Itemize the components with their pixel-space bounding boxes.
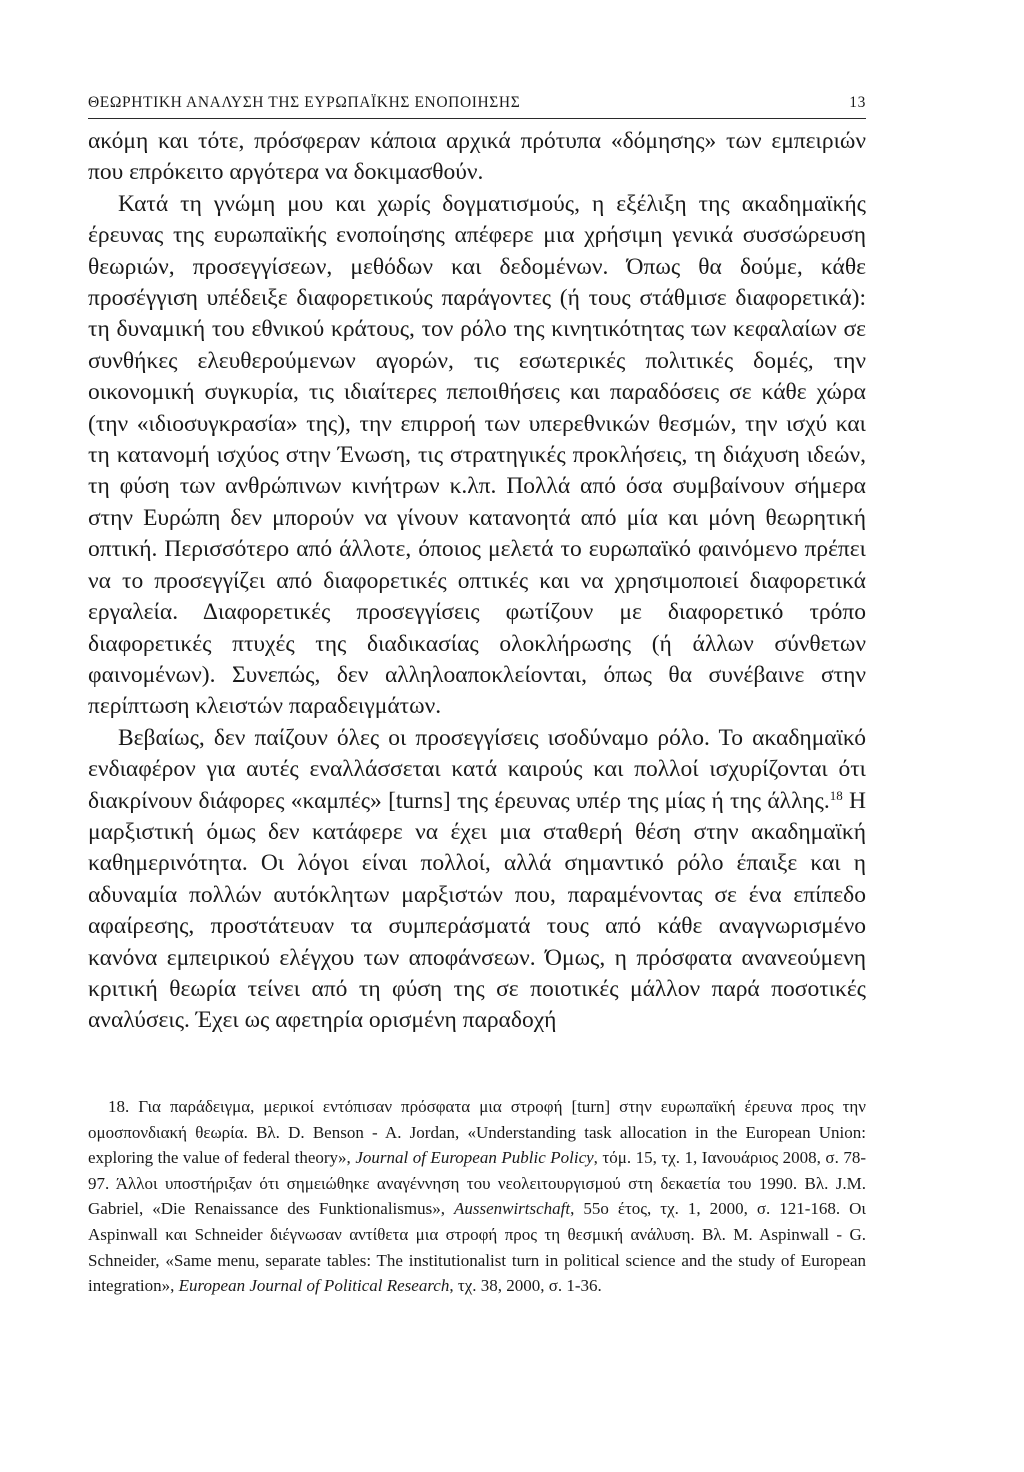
paragraph-3-part-a: Βεβαίως, δεν παίζουν όλες οι προσεγγίσεις ισοδύναμο ρόλο. Το ακαδημαϊκό ενδιαφέρον για αυτές εναλλάσσεται κατά καιρούς και πολλοί ισχυρίζονται ότι διακρίνουν διάφορες «καμπές» [turns] της έρευνας υπέρ της μίας ή της άλλης.	[88, 724, 866, 814]
paragraph-3	[88, 723, 866, 1037]
running-header	[88, 94, 866, 119]
main-text	[88, 126, 866, 1037]
page-number: 13	[849, 94, 866, 111]
footnote-number: 18.	[108, 1097, 130, 1116]
paragraph-1: ακόμη και τότε, πρόσφεραν κάποια αρχικά πρότυπα «δόμησης» των εμπειριών που επρόκειτο αργότερα να δοκιμασθούν.	[88, 128, 866, 186]
journal-title-1: Journal of European Public Policy	[355, 1148, 594, 1168]
paragraph-2: Κατά τη γνώμη μου και χωρίς δογματισμούς, η εξέλιξη της ακαδημαϊκής έρευνας της ευρωπαϊκής ενοποίησης απέφερε μια χρήσιμη γενικά συσσώρευση θεωριών, προσεγγίσεων, μεθόδων και δεδομένων. Όπως θα δούμε, κάθε προσέγγιση υπέδειξε διαφορετικούς παράγοντες (ή τους στάθμισε διαφορετικά): τη δυναμική του εθνικού κράτους, τον ρόλο της κινητικότητας των κεφαλαίων σε συνθήκες ελευθερούμενων αγορών, τις εσωτερικές πολιτικές δομές, την οικονομική συγκυρία, τις ιδιαίτερες πεποιθήσεις και παραδόσεις σε κάθε χώρα (την «ιδιοσυγκρασία» της), την επιρροή των υπερεθνικών θεσμών, την ισχύ και τη κατανομή ισχύος στην Ένωση, τις στρατηγικές προκλήσεις, τη διάχυση ιδεών, τη φύση των ανθρώπινων κινήτρων κ.λπ. Πολλά από όσα συμβαίνουν σήμερα στην Ευρώπη δεν μπορούν να γίνουν κατανοητά από μία και μόνη θεωρητική οπτική. Περισσότερο από άλλοτε, όποιος μελετά το ευρωπαϊκό φαινόμενο πρέπει να το προσεγγίζει από διαφορετικές οπτικές και να χρησιμοποιεί διαφορετικά εργαλεία. Διαφορετικές προσεγγίσεις φωτίζουν με διαφορετικό τρόπο διαφορετικές πτυχές της διαδικασίας ολοκλήρωσης (ή άλλων σύνθετων φαινομένων). Συνεπώς, δεν αλληλοαποκλείονται, όπως θα συνέβαινε στην περίπτωση κλειστών παραδειγμάτων.	[88, 190, 866, 720]
footnote-reference[interactable]: 18	[829, 787, 843, 803]
journal-title-2: Aussenwirtschaft	[453, 1199, 571, 1219]
journal-title-3: European Journal of Political Research	[178, 1276, 450, 1296]
header-title: ΘΕΩΡΗΤΙΚΗ ΑΝΑΛΥΣΗ ΤΗΣ ΕΥΡΩΠΑΪΚΗΣ ΕΝΟΠΟΙΗΣΗΣ	[88, 94, 521, 111]
footnote-text-1: Για παράδειγμα, μερικοί εντόπισαν πρόσφατα μια στροφή [turn] στην ευρωπαϊκή έρευνα προς την ομοσπονδιακή θεωρία. Βλ. D. Benson - A. Jordan, «Understanding task allocation in the European Union: exploring the value of federal theory»,	[88, 1097, 866, 1168]
footnote-text-4: , τχ. 38, 2000, σ. 1-36.	[449, 1276, 602, 1296]
footnote-text-2: , τόμ. 15, τχ. 1, Ιανουάριος 2008, σ. 78-97. Άλλοι υποστήριξαν ότι σημειώθηκε αναγέννηση του νεολειτουργισμού στη δεκαετία του 1990. Βλ. J.M. Gabriel, «Die Renaissance des Funktionalismus»,	[88, 1148, 866, 1219]
footnote-text-3: , 55ο έτος, τχ. 1, 2000, σ. 121-168. Οι Aspinwall και Schneider διέγνωσαν αντίθετα μια στροφή προς τη θεσμική ανάλυση. Βλ. M. Aspinwall - G. Schneider, «Same menu, separate tables: The institutionalist turn in political science and the study of European integration»,	[88, 1199, 866, 1296]
paragraph-3-part-b: Η μαρξιστική όμως δεν κατάφερε να έχει μια σταθερή θέση στην ακαδημαϊκή καθημερινότητα. Οι λόγοι είναι πολλοί, αλλά σημαντικό ρόλο έπαιξε και η αδυναμία πολλών αυτόκλητων μαρξιστών που, παραμένοντας σε ένα επίπεδο αφαίρεσης, προστάτευαν τα συμπεράσματά τους από κάθε αναγνωρισμένο κανόνα εμπειρικού ελέγχου των αποφάνσεων. Όμως, η πρόσφατα ανανεούμενη κριτική θεωρία τείνει από τη φύση της σε ποιοτικές μάλλον παρά ποσοτικές αναλύσεις. Έχει ως αφετηρία ορισμένη παραδοχή	[88, 787, 866, 1034]
footnote-18	[88, 1094, 866, 1299]
